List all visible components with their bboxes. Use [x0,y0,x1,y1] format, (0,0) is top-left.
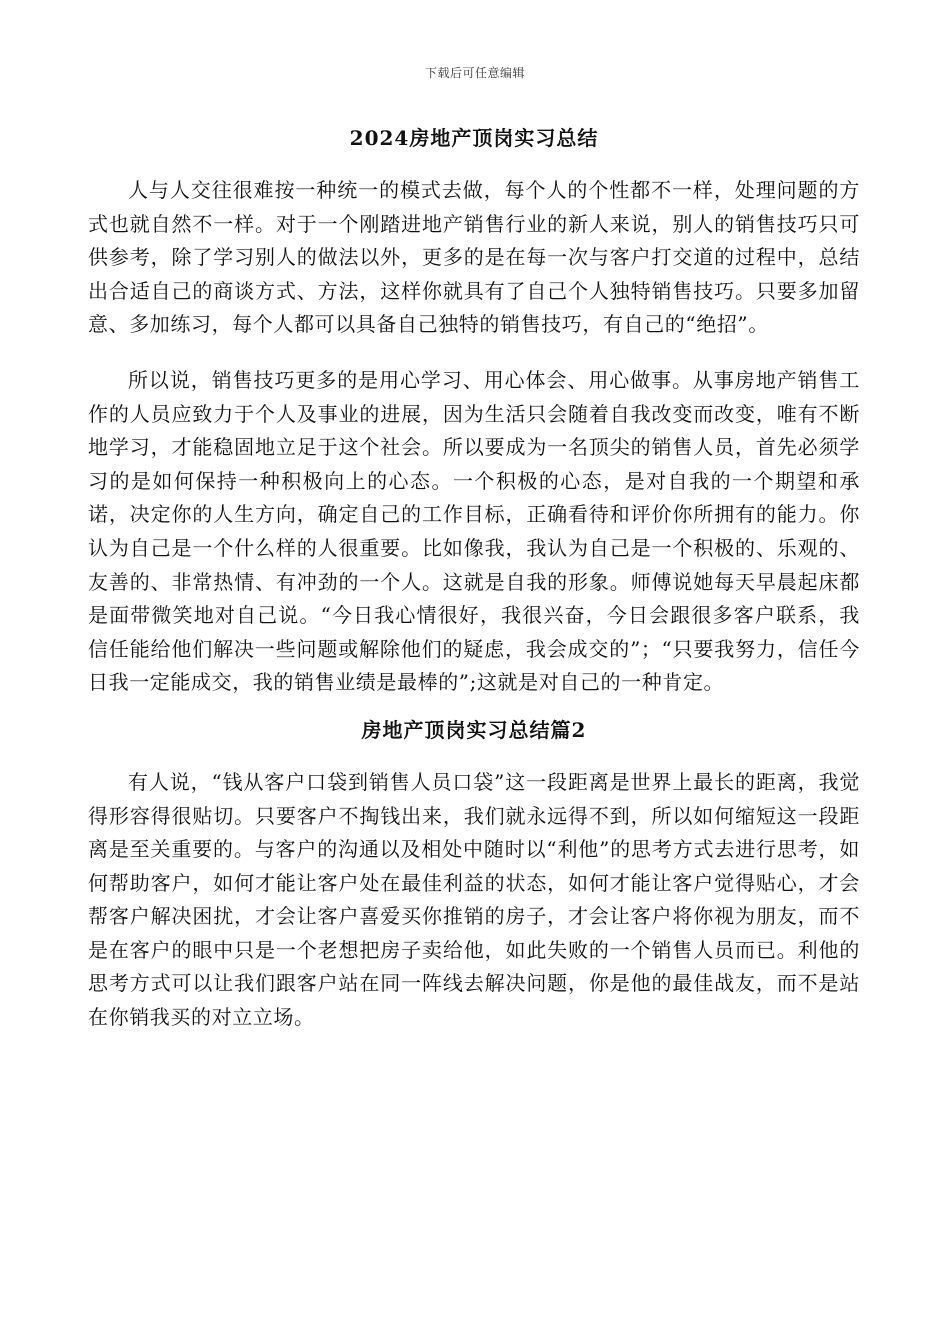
section-title: 房地产顶岗实习总结篇2 [361,717,587,742]
document-title: 2024房地产顶岗实习总结 [349,126,599,150]
paragraph-1: 人与人交往很难按一种统一的模式去做，每个人的个性都不一样，处理问题的方式也就自然不一样。对于一个刚踏进地产销售行业的新人来说，别人的销售技巧只可供参考，除了学习别人的做法以外，更多的是在每一次与客户打交道的过程中，总结出合适自己的商谈方式、方法，这样你就具有了自己个人独特销售技巧。只要多加留意、多加练习，每个人都可以具备自己独特的销售技巧，有自己的“绝招”。 [88,178,860,337]
paragraph-2: 所以说，销售技巧更多的是用心学习、用心体会、用心做事。从事房地产销售工作的人员应致力于个人及事业的进展，因为生活只会随着自我改变而改变，唯有不断地学习，才能稳固地立足于这个社会。所以要成为一名顶尖的销售人员，首先必须学习的是如何保持一种积极向上的心态。一个积极的心态，是对自我的一个期望和承诺，决定你的人生方向，确定自己的工作目标，正确看待和评价你所拥有的能力。你认为自己是一个什么样的人很重要。比如像我，我认为自己是一个积极的、乐观的、友善的、非常热情、有冲劲的一个人。这就是自我的形象。师傅说她每天早晨起床都是面带微笑地对自己说。“今日我心情很好，我很兴奋，今日会跟很多客户联系，我信任能给他们解决一些问题或解除他们的疑虑，我会成交的”；“只要我努力，信任今日我一定能成交，我的销售业绩是最棒的”;这就是对自己的一种肯定。 [88,367,860,695]
document-body [88,116,860,1035]
paragraph-3: 有人说，“钱从客户口袋到销售人员口袋”这一段距离是世界上最长的距离，我觉得形容得很贴切。只要客户不掏钱出来，我们就永远得不到，所以如何缩短这一段距离是至关重要的。与客户的沟通以及相处中随时以“利他”的思考方式去进行思考，如何帮助客户，如何才能让客户处在最佳利益的状态，如何才能让客户觉得贴心，才会帮客户解决困扰，才会让客户喜爱买你推销的房子，才会让客户将你视为朋友，而不是在客户的眼中只是一个老想把房子卖给他，如此失败的一个销售人员而已。利他的思考方式可以让我们跟客户站在同一阵线去解决问题，你是他的最佳战友，而不是站在你销我买的对立立场。 [88,769,860,1030]
header-note: 下载后可任意编辑 [424,66,525,80]
